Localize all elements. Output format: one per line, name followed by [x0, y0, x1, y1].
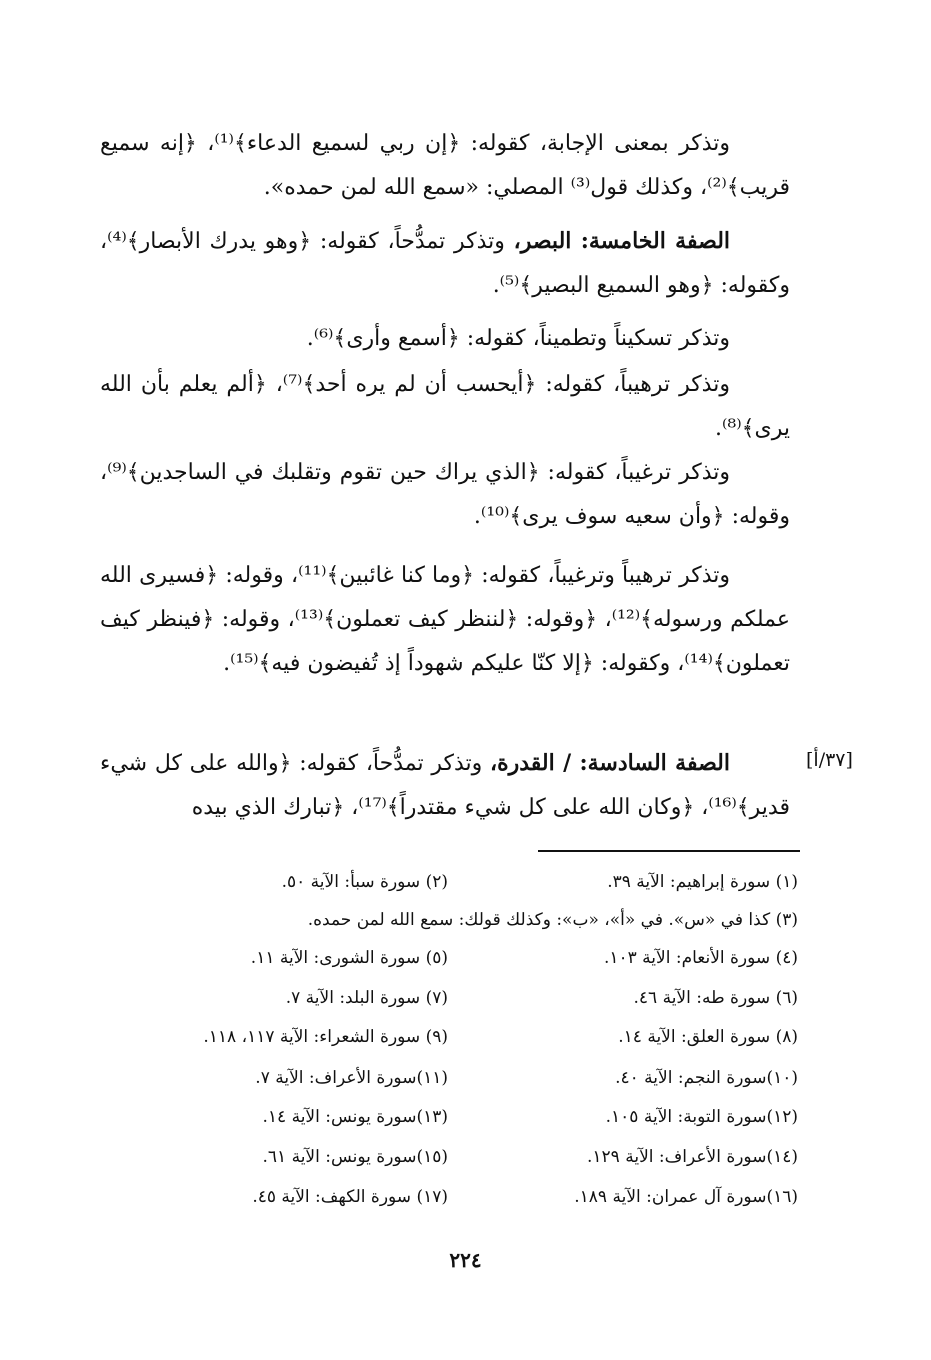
- footnote-separator: [538, 850, 800, 852]
- footnote-14: (١٤)سورة الأعراف: الآية ١٢٩.: [587, 1147, 798, 1167]
- section-heading-qudra: الصفة السادسة: / القدرة،: [489, 750, 730, 776]
- footnote-17: (١٧) سورة الكهف: الآية ٤٥.: [252, 1187, 448, 1207]
- footnote-8: (٨) سورة العلق: الآية ١٤.: [618, 1027, 798, 1047]
- footnote-9: (٩) سورة الشعراء: الآية ١١٧، ١١٨.: [203, 1027, 448, 1047]
- paragraph-qudra: [100, 741, 790, 830]
- paragraph-ijaba: [100, 122, 790, 210]
- footnote-5: (٥) سورة الشورى: الآية ١١.: [250, 948, 448, 968]
- footnote-15: (١٥)سورة يونس: الآية ٦١.: [262, 1147, 448, 1167]
- paragraph-text: وتذكر ترغيباً، كقوله: ﴿الذي يراك حين تقوم وتقلبك في الساجدين﴾⁽⁹⁾، وقوله: ﴿وأن سعيه سوف يرى﴾⁽¹⁰⁾.: [100, 460, 790, 529]
- footnote-11: (١١)سورة الأعراف: الآية ٧.: [255, 1068, 448, 1088]
- footnote-1: (١) سورة إبراهيم: الآية ٣٩.: [607, 872, 798, 892]
- paragraph-text: وتذكر بمعنى الإجابة، كقوله: ﴿إن ربي لسميع الدعاء﴾⁽¹⁾، ﴿إنه سميع قريب﴾⁽²⁾، وكذلك قول⁽³⁾ المصلي: «سمع الله لمن حمده».: [100, 131, 790, 200]
- paragraph-text: وتذكر تمدُّحاً، كقوله: ﴿وهو يدرك الأبصار﴾⁽⁴⁾، وكقوله: ﴿وهو السميع البصير﴾⁽⁵⁾.: [100, 229, 790, 298]
- footnote-4: (٤) سورة الأنعام: الآية ١٠٣.: [603, 948, 798, 968]
- page-number: ٢٢٤: [449, 1248, 482, 1272]
- paragraph-basar: [100, 219, 790, 308]
- footnote-7: (٧) سورة البلد: الآية ٧.: [285, 988, 448, 1008]
- footnote-13: (١٣)سورة يونس: الآية ١٤.: [262, 1107, 448, 1127]
- paragraph-targhib: [100, 451, 790, 539]
- footnote-3: (٣) كذا في «س». في «أ»، «ب»: وكذلك قولك: سمع الله لمن حمده.: [307, 910, 798, 930]
- footnote-16: (١٦)سورة آل عمران: الآية ١٨٩.: [574, 1187, 798, 1207]
- paragraph-text: وتذكر تسكيناً وتطميناً، كقوله: ﴿أسمع وأرى﴾⁽⁶⁾.: [306, 326, 730, 351]
- footnote-12: (١٢)سورة التوبة: الآية ١٠٥.: [605, 1107, 798, 1127]
- footnote-2: (٢) سورة سبأ: الآية ٥٠.: [281, 872, 448, 892]
- paragraph-text: وتذكر ترهيباً، كقوله: ﴿أيحسب أن لم يره أحد﴾⁽⁷⁾، ﴿ألم يعلم بأن الله يرى﴾⁽⁸⁾.: [100, 372, 790, 441]
- paragraph-taskin: [100, 317, 790, 361]
- paragraph-text: وتذكر ترهيباً وترغيباً، كقوله: ﴿وما كنا غائبين﴾⁽¹¹⁾، وقوله: ﴿فسيرى الله عملكم ورسوله﴾⁽¹²⁾، ﴿وقوله: ﴿لننظر كيف تعملون﴾⁽¹³⁾، وقوله: ﴿فينظر كيف تعملون﴾⁽¹⁴⁾، وكقوله: ﴿إلا كنّا عليكم شهوداً إذ تُفيضون فيه﴾⁽¹⁵⁾.: [100, 563, 791, 676]
- footnote-6: (٦) سورة طه: الآية ٤٦.: [633, 988, 798, 1008]
- section-heading-basar: الصفة الخامسة: البصر،: [513, 228, 731, 254]
- paragraph-tarhib: [100, 363, 790, 451]
- footnote-10: (١٠)سورة النجم: الآية ٤٠.: [615, 1068, 798, 1088]
- paragraph-tarhib-targhib: [100, 554, 790, 686]
- paragraph-text: وتذكر تمدُّحاً، كقوله: ﴿والله على كل شيء قدير﴾⁽¹⁶⁾، ﴿وكان الله على كل شيء مقتدراً﴾⁽¹⁷⁾، ﴿تبارك الذي بيده: [100, 751, 790, 820]
- margin-folio-marker: [٣٧/أ]: [806, 749, 853, 771]
